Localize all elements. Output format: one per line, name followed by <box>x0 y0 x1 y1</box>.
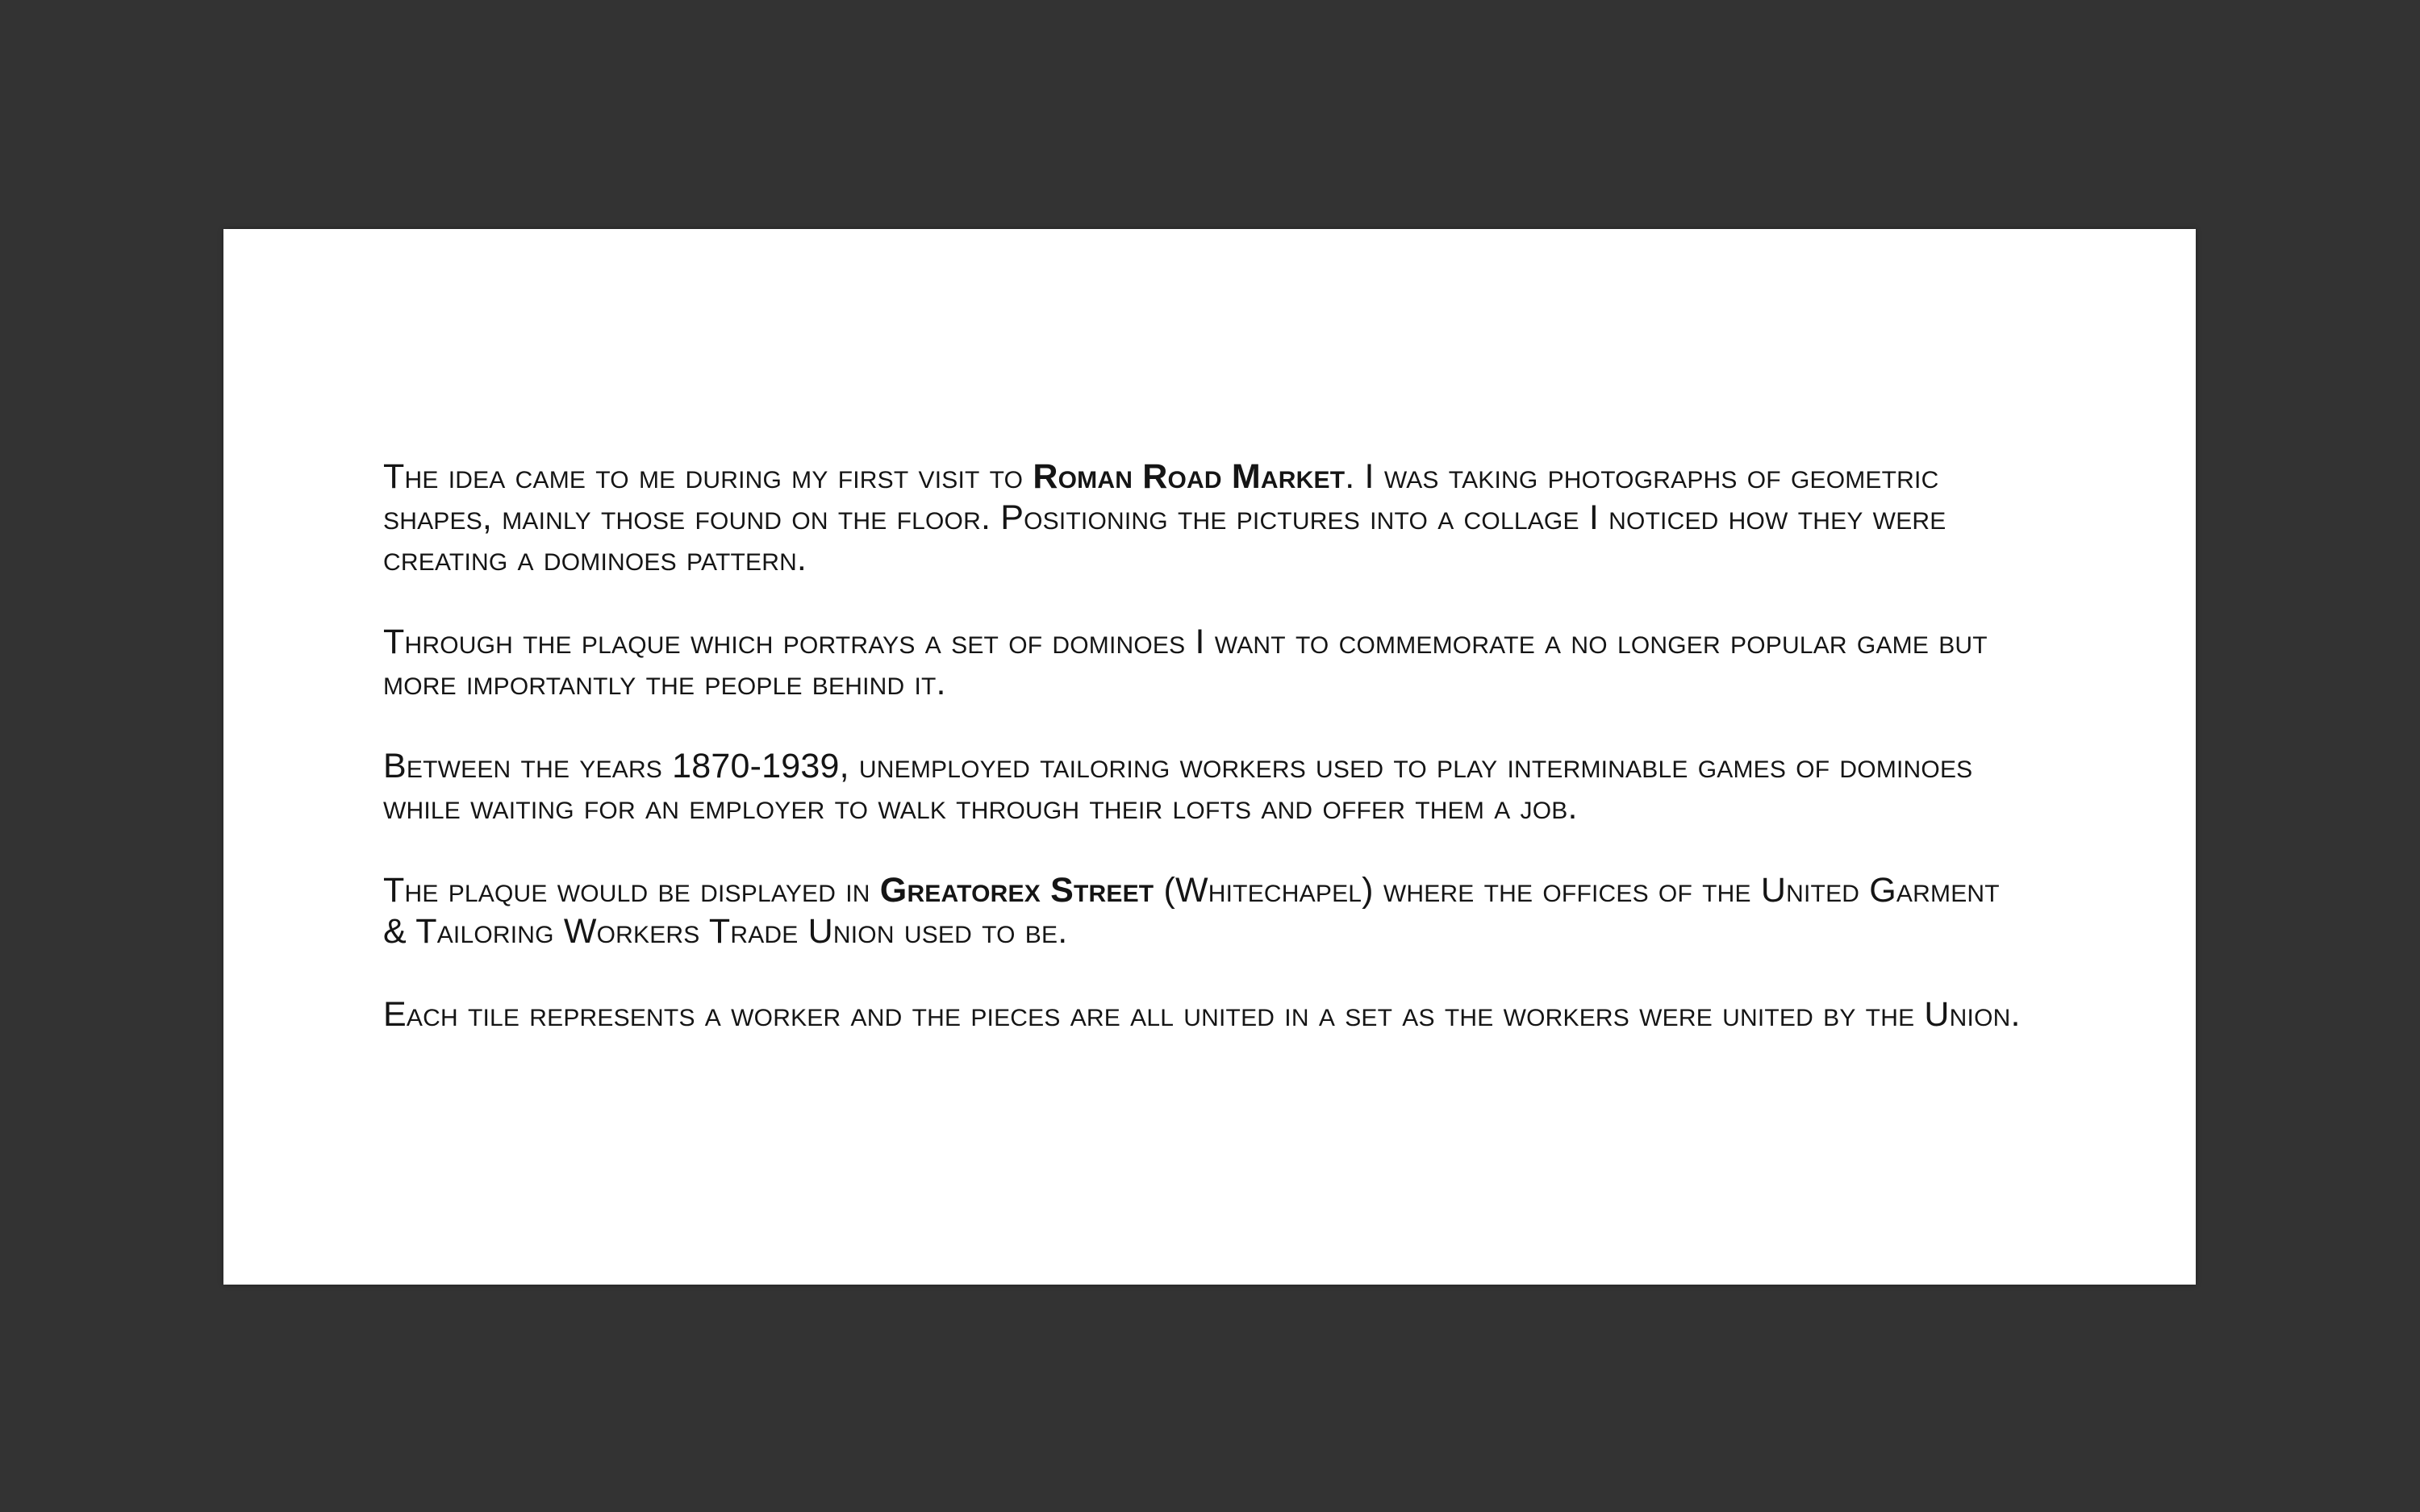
paragraph-intro <box>383 456 2029 580</box>
paragraph-plaque-purpose-text: Through the plaque which portrays a set of dominoes I want to commemorate a no longer popular game but more importantly the people behind it. <box>383 623 1988 702</box>
paragraph-intro-text-start: The idea came to me during my first visit to <box>383 457 1033 496</box>
paragraph-intro-text-end: . I was taking photographs of geometric shapes, mainly those found on the floor. Positioning the pictures into a collage I noticed how they were creating a dominoes pattern. <box>383 457 1946 578</box>
paragraph-plaque-purpose <box>383 622 2029 704</box>
document-page <box>223 229 2196 1285</box>
paragraph-symbolism-text: Each tile represents a worker and the pieces are all united in a set as the workers were united by the Union. <box>383 995 2021 1034</box>
paragraph-symbolism <box>383 994 2029 1035</box>
paragraph-history <box>383 746 2029 828</box>
years-range: 1870-1939 <box>672 747 840 785</box>
paragraph-history-text-start: Between the years <box>383 747 673 785</box>
roman-road-market-emphasis: Roman Road Market <box>1033 457 1346 496</box>
greatorex-street-emphasis: Greatorex Street <box>879 871 1154 910</box>
paragraph-location-text-start: The plaque would be displayed in <box>383 871 880 910</box>
page-content <box>383 456 2029 1077</box>
paragraph-history-text-end: , unemployed tailoring workers used to play interminable games of dominoes while waiting for an employer to walk through their lofts and offer them a job. <box>383 747 1973 827</box>
paragraph-location-text-end: (Whitechapel) where the offices of the United Garment & Tailoring Workers Trade Union used to be. <box>383 871 2000 951</box>
paragraph-location <box>383 870 2029 952</box>
